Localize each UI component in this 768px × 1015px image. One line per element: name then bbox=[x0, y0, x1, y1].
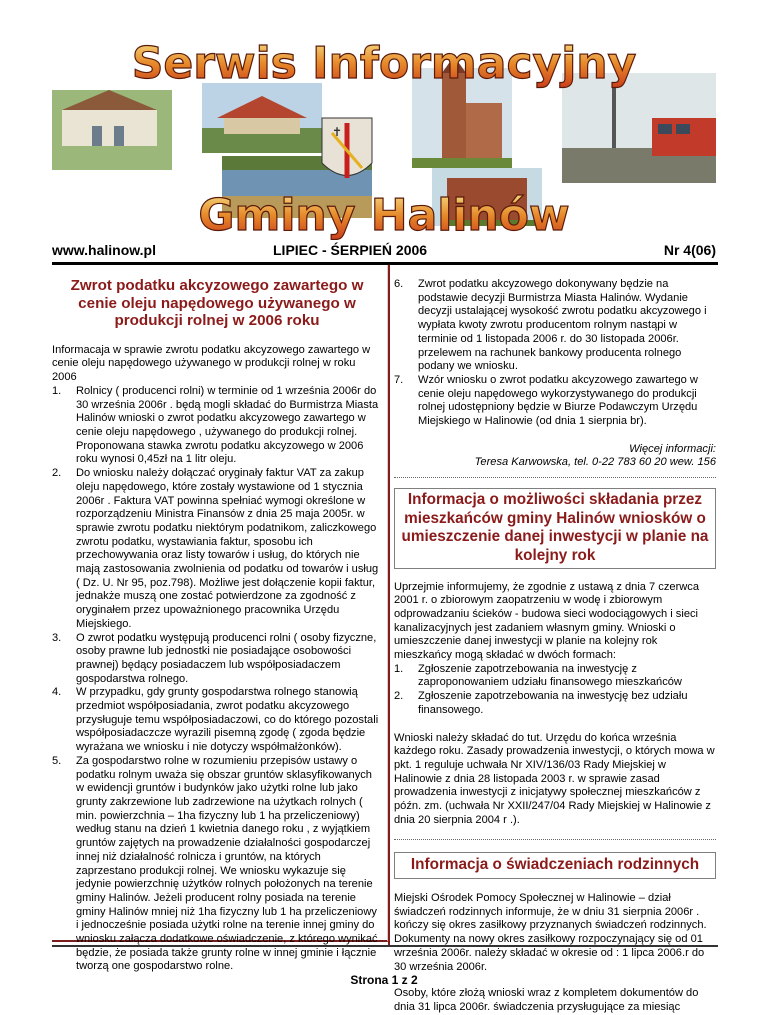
column-divider bbox=[388, 265, 390, 945]
right-column bbox=[394, 278, 716, 1015]
section-separator bbox=[394, 839, 716, 840]
article1-title: Zwrot podatku akcyzowego zawartego w cenie oleju napędowego używanego w produkcji rolnej w 2006 roku bbox=[70, 277, 364, 330]
list-item: 3. O zwrot podatku występują producenci rolni ( osoby fizyczne, osoby prawne lub jednostki nie posiadające osobowości prawnej) będący posiadaczem lub współposiadaczem gospodarstwa rolnego. bbox=[52, 631, 377, 685]
article2-para1: Uprzejmie informujemy, że zgodnie z ustawą z dnia 7 czerwca 2001 r. o zbiorowym zaopatrzeniu w wodę i zbiorowym odprowadzaniu ścieków - budowa sieci wodociągowych i sieci kanalizacyjnych jest zadaniem własnym gminy. Wnioski o umieszczenie danej inwestycji w planie na kolejny rok mieszkańcy mogą składać w dwóch formach: bbox=[394, 580, 699, 662]
article2-title: Informacja o możliwości składania przez mieszkańców gminy Halinów wniosków o umieszczenie danej inwestycji w planie na kolejny rok bbox=[394, 488, 716, 568]
photo-manor bbox=[52, 90, 172, 170]
list-item: 4. W przypadku, gdy grunty gospodarstwa rolnego stanowią przedmiot współposiadania, zwrot podatku akcyzowego przysługuje temu współposiadaczowi, co do którego pozostali współposiadaczcze wyrazili pisemną zgodę ( zgoda będzie wyrażana we wniosku i nie dotyczy współmałżonków). bbox=[52, 686, 379, 754]
list-item: 6. Zwrot podatku akcyzowego dokonywany będzie na podstawie decyzji Burmistrza Miasta Halinów. Wydanie decyzji ustalającej wysokość zwrotu podatku akcyzowego i wypłata kwoty zwrotu producentom rolnym nastąpi w terminie od 1 listopada 2006 r. do 30 listopada 2006r. przelewem na rachunek bankowy producenta rolnego podany we wniosku. bbox=[394, 278, 707, 373]
svg-text:✝: ✝ bbox=[332, 125, 343, 139]
section-separator bbox=[394, 477, 716, 478]
list-item: 5. Za gospodarstwo rolne w rozumieniu przepisów ustawy o podatku rolnym uważa się obszar gruntów sklasyfikowanych w ewidencji gruntów i budynków jako użytki rolne lub jako grunty zakrzewione lub zadrzewione na użytkach rolnych ( min. powierzchnia – 1ha fizyczny lub 1 ha przeliczeniowy) według stanu na dzień 1 kwietnia danego roku , z wyjątkiem gruntów zajętych na prowadzenie działalności gospodarczej innej niż działalność rolnicza i gruntów, na których zaprzestano produkcji rolnej. We wniosku wykazuje się jedynie powierzchnię użytków rolnych położonych na terenie gminy Halinów. Jeżeli producent rolny posiada na terenie gminy Halinów mniej niż 1ha fizyczny lub 1 ha przeliczeniowy i jednocześnie posiada użytki rolne na terenie innej gminy do wniosku załącza dodatkowe oświadczenie, z którego wynikać będzie, że posiada także grunty rolne w innej gminie i łącznie tworzą one gospodarstwo rolne. bbox=[52, 754, 378, 973]
banner-title-top: Serwis Informacyjny bbox=[131, 38, 637, 89]
list-item: 2. Do wniosku należy dołączać oryginały faktur VAT za zakup oleju napędowego, które zostały wystawione od 1 stycznia 2006r . Faktura VAT powinna spełniać wymogi określone w rozporządzeniu Ministra Finansów z dnia 25 maja 2005r. w sprawie zwrotu podatku niektórym podatnikom, zaliczkowego zwrotu podatku, wystawiania faktur, sposobu ich przechowywania oraz listy towarów i usług, do których nie mają zastosowania zwolnienia od podatku od towarów i usług ( Dz. U. Nr 95, poz.798). Możliwe jest dołączenie kopii faktur, jednakże muszą one zostać potwierdzone za zgodność z oryginałem przez upoważnionego pracownika Urzędu Miejskiego. bbox=[52, 467, 379, 630]
more-info-label: Więcej informacji: bbox=[629, 442, 716, 455]
banner-title-bottom: Gminy Halinów bbox=[198, 190, 570, 240]
article3-para2: Osoby, które złożą wnioski wraz z kompletem dokumentów do dnia 31 lipca 2006r. świadczenia przysługujące za miesiąc bbox=[394, 987, 699, 1013]
photo-pavilion bbox=[202, 83, 322, 153]
coat-of-arms bbox=[322, 118, 372, 178]
issue-header bbox=[52, 240, 716, 260]
list-item: 7. Wzór wniosku o zwrot podatku akcyzowego zawartego w cenie oleju napędowego wykorzystywanego do produkcji rolnej udostępniony będzie w Biurze Podawczym Urzędu Miejskiego w Halinowie (od dnia 1 sierpnia br). bbox=[394, 373, 698, 428]
article3-title: Informacja o świadczeniach rodzinnych bbox=[394, 852, 716, 879]
article1-intro: Informacaja w sprawie zwrotu podatku akcyzowego zawartego w cenie oleju napędowego używanego w produkcji rolnej w roku 2006 bbox=[52, 343, 371, 384]
footer-divider bbox=[52, 945, 718, 947]
left-column bbox=[52, 272, 382, 974]
article2-list bbox=[394, 663, 716, 718]
article3-para1: Miejski Ośrodek Pomocy Społecznej w Halinowie – dział świadczeń rodzinnych informuje, że w dniu 31 sierpnia 2006r . kończy się okres zasiłkowy przyznanych świadczeń rodzinnych. Dokumenty na nowy okres zasiłkowy rozpoczynający się od 01 września 2006r. należy składać w okresie od : 1 lipca 2006.r do 30 września 2006r. bbox=[394, 892, 707, 973]
masthead-banner bbox=[52, 28, 716, 240]
list-item: 2. Zgłoszenie zapotrzebowania na inwestycję bez udziału finansowego. bbox=[394, 690, 688, 716]
article1-list-continued bbox=[394, 278, 716, 429]
list-item: 1. Zgłoszenie zapotrzebowania na inwestycję z zaproponowaniem udziału finansowego mieszkańców bbox=[394, 662, 682, 689]
article1-list bbox=[52, 385, 382, 974]
article2-para2: Wnioski należy składać do tut. Urzędu do końca września każdego roku. Zasady prowadzenia inwestycji, o których mowa w pkt. 1 reguluje uchwała Nr XIV/136/03 Rady Miejskiej w Halinowie z dnia 28 listopada 2003 r. w sprawie zasad prowadzenia inwestycji z inicjatywy społecznej mieszkańców z późn. zm. (uchwała Nr XXII/247/04 Rady Miejskiej w Halinowie z dnia 20 sierpnia 2004 r .). bbox=[394, 731, 715, 826]
photo-train bbox=[562, 73, 716, 183]
list-item: 1. Rolnicy ( producenci rolni) w terminie od 1 września 2006r do 30 września 2006r . będą mogli składać do Burmistrza Miasta Halinów wnioski o zwrot podatku akcyzowego zawartego w cenie oleju napędowego , używanego do produkcji rolnej. Proponowana stawka zwrotu podatku akcyzowego w 2006 roku wynosi 0,45zł na 1 litr oleju. bbox=[52, 384, 379, 466]
page-number: Strona 1 z 2 bbox=[350, 973, 418, 987]
issue-date: LIPIEC - ŚERPIEŃ 2006 bbox=[273, 242, 428, 258]
website-link[interactable]: www.halinow.pl bbox=[52, 242, 156, 258]
issue-number: Nr 4(06) bbox=[663, 242, 716, 258]
more-info-contact: Teresa Karwowska, tel. 0-22 783 60 20 wew. 156 bbox=[474, 456, 716, 469]
